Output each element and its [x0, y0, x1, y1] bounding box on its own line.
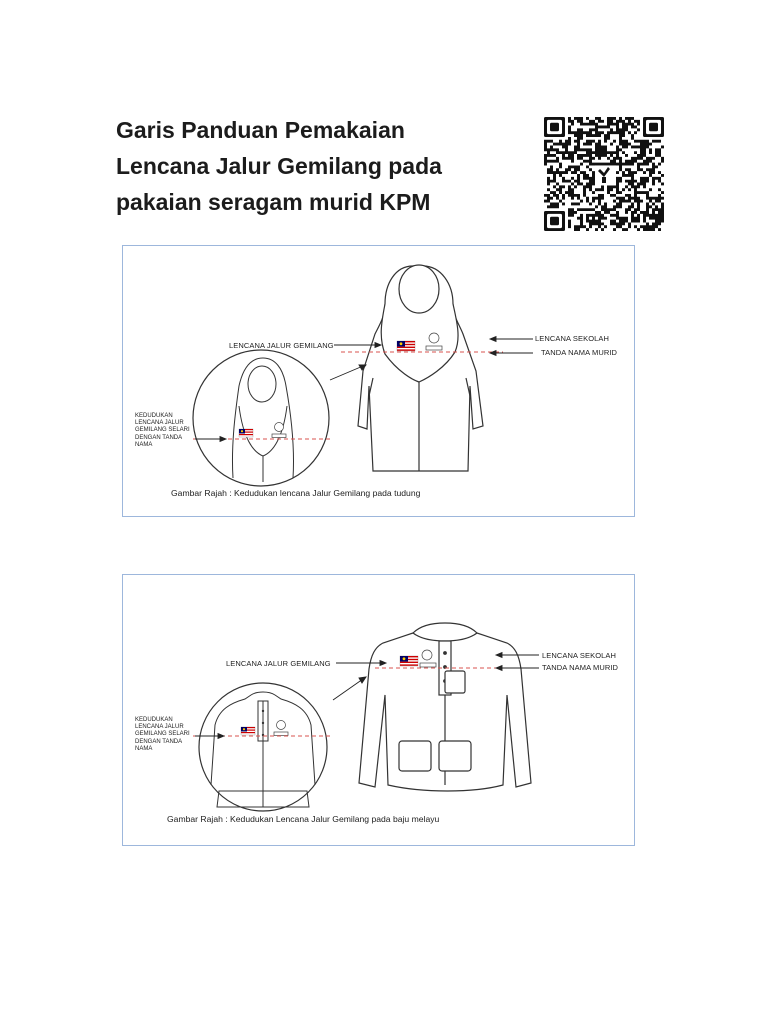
qr-code[interactable] — [544, 117, 664, 231]
side-note-line: KEDUDUKAN — [135, 413, 173, 419]
title-line-2: Lencana Jalur Gemilang pada — [116, 153, 442, 179]
qr-finder-icon — [544, 211, 565, 231]
tudung-illustration — [123, 246, 634, 516]
figure-caption: Gambar Rajah : Kedudukan lencana Jalur Gemilang pada tudung — [171, 488, 421, 498]
side-note-line: LENCANA JALUR — [135, 420, 184, 427]
side-note-line: NAMA — [135, 441, 153, 448]
side-note-line: DENGAN TANDA — [135, 434, 183, 441]
qr-center-logo-icon — [595, 165, 616, 185]
label-lencana-sekolah: LENCANA SEKOLAH — [535, 334, 610, 343]
title-line-1: Garis Panduan Pemakaian — [116, 117, 405, 143]
side-note-line: DENGAN TANDA — [135, 738, 183, 745]
baju-inset-circle — [193, 683, 331, 811]
side-note-line: NAMA — [135, 745, 153, 752]
side-note-line: KEDUDUKAN — [135, 717, 173, 723]
qr-finder-icon — [643, 117, 664, 137]
label-lencana-sekolah: LENCANA SEKOLAH — [542, 651, 617, 660]
label-tanda-nama: TANDA NAMA MURID — [541, 348, 618, 357]
title-line-3: pakaian seragam murid KPM — [116, 189, 431, 215]
side-note-line: GEMILANG SELARI — [135, 427, 190, 434]
flag-badge-icon — [400, 656, 418, 666]
side-note — [135, 717, 207, 753]
tudung-main-drawing — [358, 265, 483, 471]
side-note — [135, 413, 207, 449]
flag-badge-icon — [397, 341, 415, 351]
figure-caption: Gambar Rajah : Kedudukan Lencana Jalur Gemilang pada baju melayu — [167, 814, 440, 824]
page-title — [116, 112, 516, 220]
baju-main-drawing — [359, 623, 531, 791]
baju-melayu-illustration — [123, 575, 634, 845]
label-jalur-gemilang: LENCANA JALUR GEMILANG — [229, 341, 334, 350]
label-tanda-nama: TANDA NAMA MURID — [542, 663, 619, 672]
figure-baju-melayu — [122, 574, 635, 846]
label-jalur-gemilang: LENCANA JALUR GEMILANG — [226, 659, 331, 668]
tudung-inset-circle — [193, 350, 331, 486]
side-note-line: LENCANA JALUR — [135, 724, 184, 731]
figure-tudung — [122, 245, 635, 517]
qr-finder-icon — [544, 117, 565, 137]
side-note-line: GEMILANG SELARI — [135, 731, 190, 738]
